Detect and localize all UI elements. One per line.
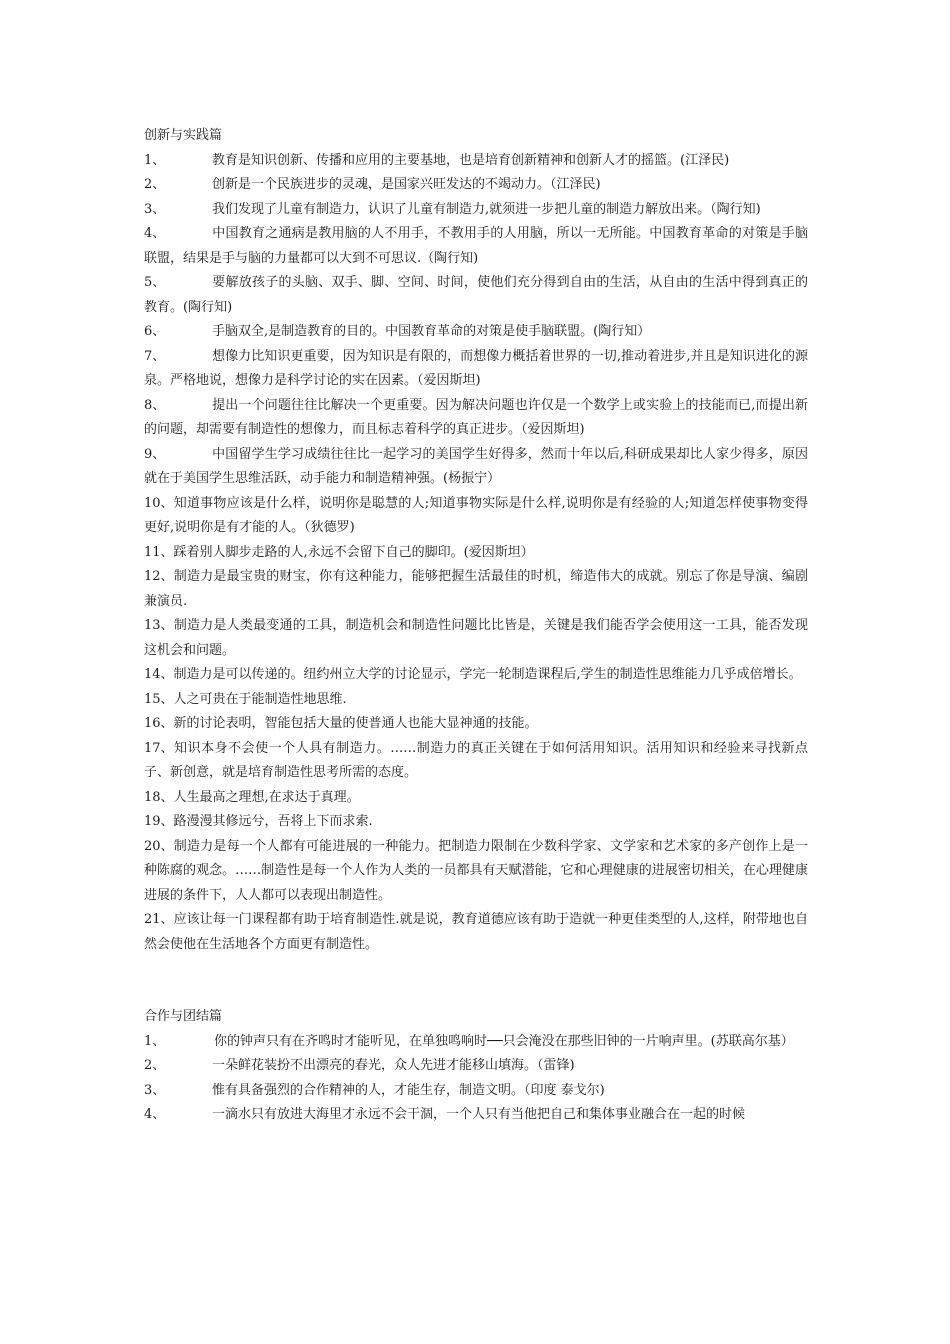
section-title: 创新与实践篇 <box>144 128 223 143</box>
item-number: 2、 <box>144 177 166 192</box>
item-number: 14、 <box>144 667 174 682</box>
list-item <box>144 1030 808 1055</box>
item-number: 17、 <box>144 740 174 756</box>
list-item <box>144 320 808 345</box>
item-number: 3、 <box>144 1082 166 1098</box>
item-number: 20、 <box>144 838 174 854</box>
item-text: 中国留学生学习成绩往往比一起学习的美国学生好得多，然而十年以后,科研成果却比人家少得多，原因就在于美国学生思维活跃，动手能力和制造精神强。(杨振宁） <box>144 446 808 486</box>
item-text: 应该让每一门课程都有助于培育制造性.就是说，教育道德应该有助于造就一种更佳类型的人,这样，附带地也自然会使他在生活地各个方面更有制造性。 <box>144 912 808 952</box>
list-item <box>144 492 808 541</box>
list-item <box>144 712 808 737</box>
list-item <box>144 663 808 688</box>
item-number: 7、 <box>144 348 166 364</box>
list-item <box>144 271 808 320</box>
list-item <box>144 149 808 174</box>
item-number: 21、 <box>144 912 174 927</box>
item-number: 10、 <box>144 495 174 511</box>
list-item <box>144 345 808 394</box>
item-number: 8、 <box>144 397 166 413</box>
list-item <box>144 443 808 492</box>
list-item <box>144 908 808 957</box>
item-number: 1、 <box>144 152 166 168</box>
list-item <box>144 1054 808 1079</box>
list-item <box>144 810 808 835</box>
item-text: 人生最高之理想,在求达于真理。 <box>173 789 360 805</box>
item-text: 你的钟声只有在齐鸣时才能听见，在单独鸣响时──只会淹没在那些旧钟的一片响声里。(苏联高尔基） <box>214 1033 794 1049</box>
item-text: 要解放孩子的头脑、双手、脚、空间、时间，使他们充分得到自由的生活，从自由的生活中得到真正的教育。(陶行知) <box>144 275 808 315</box>
item-text: 知道事物应该是什么样，说明你是聪慧的人;知道事物实际是什么样,说明你是有经验的人;知道怎样使事物变得更好,说明你是有才能的人。（狄德罗) <box>144 495 808 535</box>
item-text: 路漫漫其修远兮，吾将上下而求索. <box>173 814 373 829</box>
item-text: 制造力是最宝贵的财宝，你有这种能力，能够把握生活最佳的时机，缔造伟大的成就。别忘了你是导演、编剧兼演员. <box>144 569 808 609</box>
item-number: 5、 <box>144 275 166 290</box>
item-text: 制造力是可以传递的。纽约州立大学的讨论显示，学完一轮制造课程后,学生的制造性思维能力几乎成倍增长。 <box>173 667 802 682</box>
item-text: 制造力是人类最变通的工具，制造机会和制造性问题比比皆是，关键是我们能否学会使用这一工具，能否发现这机会和问题。 <box>144 618 808 658</box>
list-item <box>144 688 808 713</box>
item-number: 4、 <box>144 226 166 241</box>
item-number: 9、 <box>144 446 166 462</box>
item-text: 想像力比知识更重要，因为知识是有限的，而想像力概括着世界的一切,推动着进步,并且是知识进化的源泉。严格地说，想像力是科学讨论的实在因素。（爱因斯坦) <box>144 348 808 388</box>
item-number: 18、 <box>144 789 174 805</box>
document-body <box>144 124 808 1128</box>
item-text: 踩着别人脚步走路的人,永远不会留下自己的脚印。(爱因斯坦） <box>173 544 534 560</box>
list-item <box>144 1103 808 1128</box>
item-number: 3、 <box>144 201 166 217</box>
item-number: 13、 <box>144 618 174 633</box>
list-item <box>144 394 808 443</box>
item-number: 2、 <box>144 1058 166 1073</box>
list-item <box>144 1079 808 1104</box>
item-text: 教育是知识创新、传播和应用的主要基地，也是培育创新精神和创新人才的摇篮。(江泽民) <box>212 152 730 168</box>
list-item <box>144 173 808 198</box>
list-item <box>144 198 808 223</box>
item-number: 19、 <box>144 814 174 829</box>
item-number: 4、 <box>144 1107 166 1122</box>
item-text: 我们发现了儿童有制造力，认识了儿童有制造力,就须进一步把儿童的制造力解放出来。（陶行知) <box>212 201 761 217</box>
section-list <box>144 149 808 958</box>
item-text: 惟有具备强烈的合作精神的人，才能生存，制造文明。（印度 泰戈尔) <box>212 1082 605 1098</box>
item-text: 一朵鲜花装扮不出漂亮的春光，众人先进才能移山填海。（雷锋) <box>212 1058 575 1073</box>
list-item <box>144 565 808 614</box>
list-item <box>144 835 808 909</box>
section-title: 合作与团结篇 <box>144 1009 223 1024</box>
item-number: 16、 <box>144 716 174 731</box>
list-item <box>144 222 808 271</box>
item-number: 6、 <box>144 324 166 339</box>
item-number: 12、 <box>144 569 174 584</box>
item-number: 1、 <box>144 1033 166 1049</box>
item-text: 知识本身不会使一个人具有制造力。……制造力的真正关键在于如何活用知识。活用知识和经验来寻找新点子、新创意，就是培育制造性思考所需的态度。 <box>144 740 808 780</box>
item-text: 提出一个问题往往比解决一个更重要。因为解决问题也许仅是一个数学上或实验上的技能而已,而提出新的问题，却需要有制造性的想像力，而且标志着科学的真正进步。（爱因斯坦) <box>144 397 808 437</box>
item-text: 中国教育之通病是教用脑的人不用手，不教用手的人用脑，所以一无所能。中国教育革命的对策是手脑联盟，结果是手与脑的力量都可以大到不可思议.（陶行知) <box>144 226 808 266</box>
section-spacer <box>144 957 808 1005</box>
item-text: 手脑双全,是制造教育的目的。中国教育革命的对策是使手脑联盟。(陶行知） <box>212 324 651 339</box>
item-number: 11、 <box>144 544 174 560</box>
list-item <box>144 737 808 786</box>
item-text: 一滴水只有放进大海里才永远不会干涸，一个人只有当他把自己和集体事业融合在一起的时候 <box>212 1107 746 1122</box>
item-text: 制造力是每一个人都有可能进展的一种能力。把制造力限制在少数科学家、文学家和艺术家的多产创作上是一种陈腐的观念。……制造性是每一个人作为人类的一员都具有天赋潜能，它和心理健康的进展密切相关，在心理健康进展的条件下，人人都可以表现出制造性。 <box>144 838 808 903</box>
item-text: 创新是一个民族进步的灵魂，是国家兴旺发达的不竭动力。（江泽民) <box>212 177 601 192</box>
list-item <box>144 614 808 663</box>
list-item <box>144 786 808 811</box>
section-list <box>144 1030 808 1128</box>
item-text: 新的讨论表明，智能包括大量的使普通人也能大显神通的技能。 <box>173 716 538 731</box>
item-number: 15、 <box>144 691 174 707</box>
list-item <box>144 541 808 566</box>
item-text: 人之可贵在于能制造性地思维. <box>173 691 347 707</box>
